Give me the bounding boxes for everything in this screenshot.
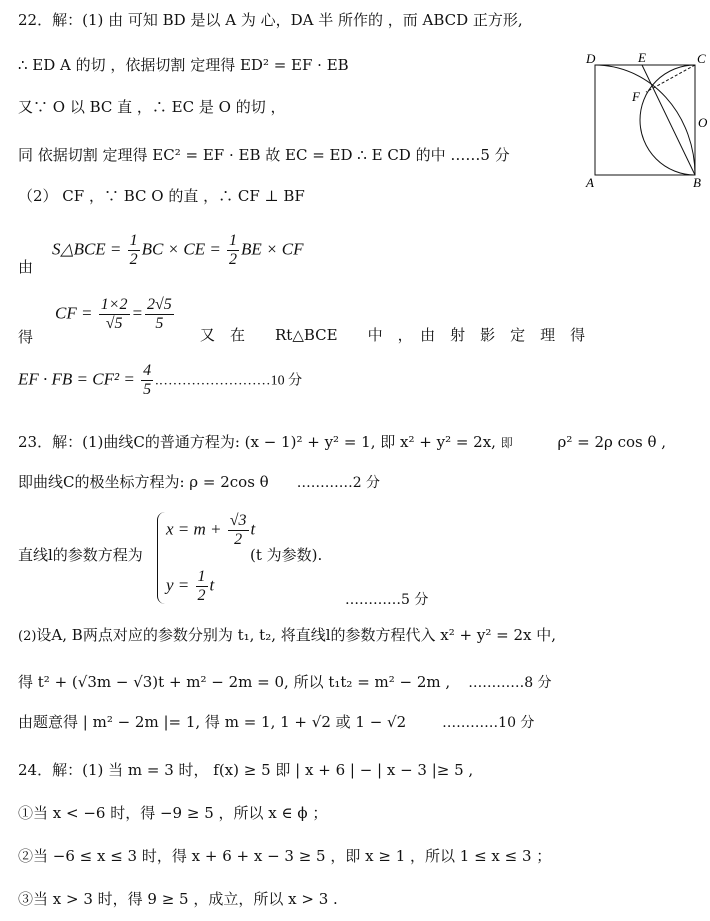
p22-you-label: 由 bbox=[18, 258, 34, 276]
fraction-half-2: $\frac{1}{2}$ bbox=[229, 232, 238, 268]
fraction-half-3: $\frac{1}{2}$ bbox=[197, 568, 206, 604]
label-e: E bbox=[638, 50, 646, 65]
p23-param-label: 直线l的参数方程为 bbox=[18, 546, 143, 564]
label-b: B bbox=[693, 175, 701, 190]
label-c: C bbox=[697, 51, 706, 66]
p22-area-formula: S△BCE = $\frac{1}{2}$ BC × CE = $\frac{1}{2}$ BE × CF bbox=[52, 232, 304, 268]
p22-ef-formula: EF · FB = CF² = $\frac{4}{5}$ .……………………10 分 bbox=[18, 362, 303, 398]
p23-line-1: 23．解：(1)曲线C的普通方程为: (x − 1)² + y² = 1, 即 x² + y² = 2x, 即 ρ² = 2ρ cos θ , bbox=[18, 433, 667, 451]
p22-de-label: 得 bbox=[18, 328, 34, 346]
p22-line-4: 同 依据切割 定理得 EC² = EF · EB 故 EC = ED ∴ E CD 的中 ……5 分 bbox=[18, 146, 510, 164]
segment-cf bbox=[646, 65, 695, 92]
p24-case-3: ③当 x > 3 时，得 9 ≥ 5 ，成立，所以 x > 3 . bbox=[18, 890, 338, 908]
p22-line-5: （2） CF ，∵ BC O 的直 ，∴ CF ⊥ BF bbox=[18, 187, 305, 205]
p24-case-1: ①当 x < −6 时，得 −9 ≥ 5 ，所以 x ∈ ϕ ； bbox=[18, 804, 328, 822]
segment-eb bbox=[642, 65, 695, 175]
square-abcd bbox=[595, 65, 695, 175]
p23-line-part2: (2)设A, B两点对应的参数分别为 t₁, t₂, 将直线l的参数方程代入 x² + y² = 2x 中, bbox=[18, 626, 557, 644]
p22-line-1: 22．解：(1) 由 可知 BD 是以 A 为 心，DA 半 所作的 ，而 ABCD 正方形, bbox=[18, 11, 523, 29]
fraction-sqrt3-2: $\frac{√3}{2}$ bbox=[229, 512, 247, 548]
arc-bd bbox=[595, 65, 695, 175]
p23-line-quadratic: 得 t² + (√3m − √3)t + m² − 2m = 0, 所以 t₁t₂ = m² − 2m , …………8 分 bbox=[18, 673, 552, 691]
p22-line-3: 又∵ O 以 BC 直 ，∴ EC 是 O 的切 ， bbox=[18, 98, 286, 116]
p22-cf-formula: CF = $\frac{1\times 2}{√5}$ = $\frac{2√5}{5}$ bbox=[55, 296, 172, 332]
p22-projection-text: 又 在 Rt△BCE 中 ， 由 射 影 定 理 得 bbox=[200, 326, 586, 344]
p23-line-result: 由题意得 | m² − 2m |= 1, 得 m = 1, 1 + √2 或 1 − √2 …………10 分 bbox=[18, 713, 535, 731]
p24-line-1: 24．解：(1) 当 m = 3 时， f(x) ≥ 5 即 | x + 6 | − | x − 3 |≥ 5 , bbox=[18, 761, 474, 779]
p23-param-x: x = m + $\frac{√3}{2}$ t bbox=[166, 512, 256, 548]
label-a: A bbox=[586, 175, 594, 190]
fraction-cf-2: $\frac{2√5}{5}$ bbox=[146, 296, 172, 332]
geometry-figure bbox=[580, 50, 710, 195]
fraction-half-1: $\frac{1}{2}$ bbox=[129, 232, 138, 268]
label-o: O bbox=[698, 115, 708, 130]
p23-score-5: …………5 分 bbox=[345, 592, 429, 608]
p24-case-2: ②当 −6 ≤ x ≤ 3 时，得 x + 6 + x − 3 ≥ 5 ，即 x ≥ 1 ，所以 1 ≤ x ≤ 3 ； bbox=[18, 847, 552, 865]
p23-line-2: 即曲线C的极坐标方程为: ρ = 2cos θ …………2 分 bbox=[18, 473, 381, 491]
p22-line-2: ∴ ED A 的切 ，依据切割 定理得 ED² = EF · EB bbox=[18, 56, 349, 74]
p23-param-y: y = $\frac{1}{2}$ t bbox=[166, 568, 215, 604]
label-d: D bbox=[586, 51, 596, 66]
fraction-cf-1: $\frac{1\times 2}{√5}$ bbox=[100, 296, 128, 332]
p23-param-note: (t 为参数). bbox=[250, 546, 323, 564]
system-brace bbox=[157, 512, 166, 604]
label-f: F bbox=[632, 89, 640, 104]
fraction-four-fifths: $\frac{4}{5}$ bbox=[143, 362, 152, 398]
